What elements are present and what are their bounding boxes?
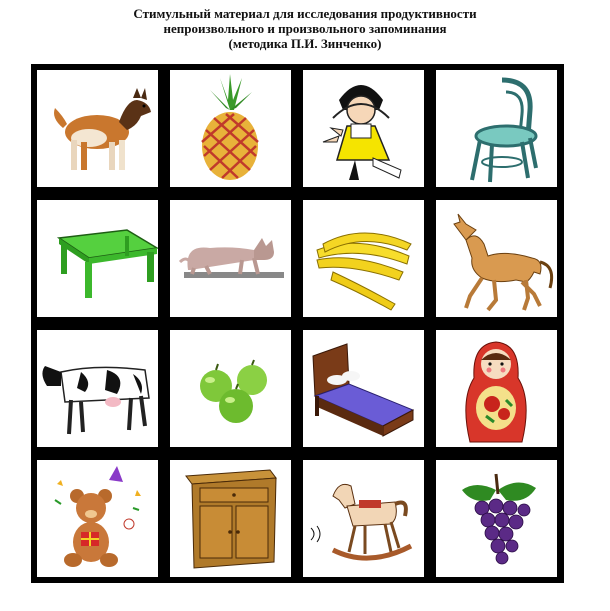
- title-line-3: (методика П.И. Зинченко): [228, 36, 382, 51]
- title-line-2: непроизвольного и произвольного запоминания: [163, 21, 447, 36]
- cell-cat: [170, 200, 291, 317]
- dog-icon: [37, 70, 158, 187]
- grapes-icon: [436, 460, 557, 577]
- page-title: [0, 6, 610, 51]
- pineapple-icon: [170, 70, 291, 187]
- cell-matryoshka: [436, 330, 557, 447]
- cat-icon: [170, 200, 291, 317]
- bed-icon: [303, 330, 424, 447]
- cell-doll: [303, 70, 424, 187]
- cell-teddy-bear: [37, 460, 158, 577]
- cell-table: [37, 200, 158, 317]
- cell-pineapple: [170, 70, 291, 187]
- matryoshka-icon: [436, 330, 557, 447]
- cell-bed: [303, 330, 424, 447]
- cell-cow: [37, 330, 158, 447]
- title-line-1: Стимульный материал для исследования продуктивности: [133, 6, 477, 21]
- teddy-bear-icon: [37, 460, 158, 577]
- rocking-horse-icon: [303, 460, 424, 577]
- cell-apples: [170, 330, 291, 447]
- cell-rocking-horse: [303, 460, 424, 577]
- bananas-icon: [303, 200, 424, 317]
- cell-grapes: [436, 460, 557, 577]
- doll-icon: [303, 70, 424, 187]
- picture-grid: [31, 64, 564, 583]
- chair-icon: [436, 70, 557, 187]
- cell-dog: [37, 70, 158, 187]
- cow-icon: [37, 330, 158, 447]
- cabinet-icon: [170, 460, 291, 577]
- apples-icon: [170, 330, 291, 447]
- horse-icon: [436, 200, 557, 317]
- cell-horse: [436, 200, 557, 317]
- cell-bananas: [303, 200, 424, 317]
- cell-cabinet: [170, 460, 291, 577]
- table-icon: [37, 200, 158, 317]
- cell-chair: [436, 70, 557, 187]
